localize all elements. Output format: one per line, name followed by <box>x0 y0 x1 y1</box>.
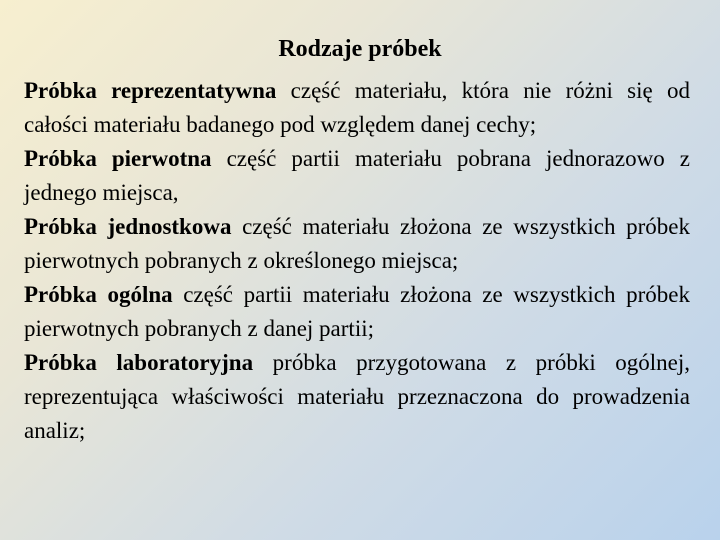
definition-item <box>24 74 690 142</box>
definition-text: część materiału, która nie różni się od całości materiału badanego pod względem danej cechy; <box>24 78 690 137</box>
definition-term: Próbka reprezentatywna <box>24 78 277 103</box>
slide-title: Rodzaje próbek <box>278 36 442 62</box>
definition-text: część materiału złożona ze wszystkich próbek pierwotnych pobranych z określonego miejsca; <box>24 214 690 273</box>
definition-term: Próbka laboratoryjna <box>24 350 254 375</box>
definition-item <box>24 142 690 210</box>
definition-text: część partii materiału złożona ze wszystkich próbek pierwotnych pobranych z danej partii; <box>24 282 690 341</box>
definitions-list <box>24 74 690 448</box>
definition-item <box>24 346 690 448</box>
definition-term: Próbka pierwotna <box>24 146 212 171</box>
definition-text: próbka przygotowana z próbki ogólnej, reprezentująca właściwości materiału przeznaczona do prowadzenia analiz; <box>24 350 690 443</box>
definition-item <box>24 210 690 278</box>
definition-term: Próbka ogólna <box>24 282 173 307</box>
definition-term: Próbka jednostkowa <box>24 214 232 239</box>
definition-item <box>24 278 690 346</box>
definition-text: część partii materiału pobrana jednorazowo z jednego miejsca, <box>24 146 690 205</box>
